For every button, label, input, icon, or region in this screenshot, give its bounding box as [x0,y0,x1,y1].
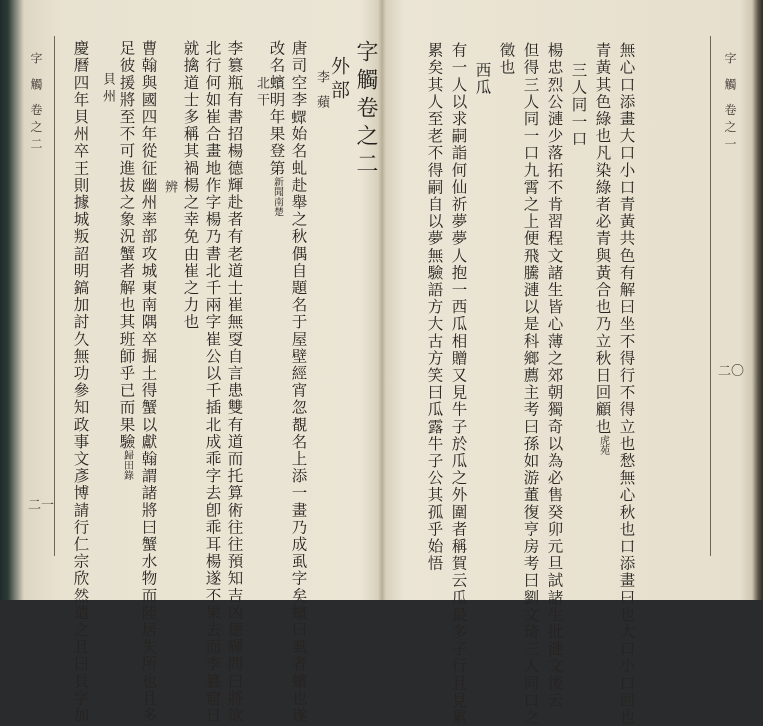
section-heading: 外部 [328,56,350,104]
right-text-col-3: 三人同一口 [569,62,588,148]
left-text-col-6: 曹翰與國四年從征幽州率部攻城東南隅卒掘土得蟹以獻翰謂諸將曰蟹水物而陸居失所也且多 [139,40,158,724]
chapter-title: 字觸卷之二 [353,40,378,180]
right-text-col-2 [594,42,610,455]
right-text-col-4: 楊忠烈公漣少落拓不肯習程文諸生皆心薄之郊朝獨奇以為必售癸卯元旦試諸生批漣文後云 [545,42,564,709]
left-subheading-li-kui: 李 蘋 [314,70,329,113]
left-text-col-1: 唐司空李𧑄始名虬赴舉之秋偶自題名于屋壁經宵忽覩名上添一畫乃成虱字矣蠙曰虱者蠙也遂 [289,40,308,724]
left-text-col-7 [118,40,134,480]
right-text-col-6: 徵也 [497,42,516,77]
left-folio: 二一 [28,498,55,513]
right-text-col-9: 累矣其人至老不得嗣自以夢無驗語方大古方笑曰瓜露牛子公其孤乎始悟 [425,42,444,573]
left-text-col-5: 就擒道士多稱其禍楊之幸免由崔之力也 [181,40,200,331]
right-text-col-8: 有一人以求嗣詣何仙祈夢夢人抱一西瓜相贈又見牛子於瓜之外圍者稱賀云瓜最多子行且見累 [449,42,468,726]
left-page-rule [54,36,55,556]
left-text-col-2 [268,40,284,217]
left-text-col-7-note: 歸田錄 [121,450,133,481]
right-text-col-7: 西瓜 [473,62,492,97]
right-text-col-2-note: 虎苑 [597,435,609,456]
left-text-col-4: 北行何如崔合畫地作字楊乃書北千兩字崔公以千插北成乖字去卽乖耳楊遂不果去而李篡窟日 [203,40,222,724]
left-text-col-3: 李篡瓶有書招楊德輝赴者有老道士崔無㪅自言患雙有道而托算術往往預知吉凶德輝問曰將欲 [225,40,244,724]
right-running-header: 字 觸 卷之一 [723,52,737,155]
right-text-col-1: 無心口添畫大口小口青黃共色有解曰坐不得行不得立也愁無心秋也口添畫曰也大口小口回也 [617,42,636,726]
left-text-col-8: 慶曆四年貝州卒王則據城叛詔明鎬加討久無功參知政事文彥博請行仁宗欣然遣之且曰貝字加 [71,40,90,724]
left-subheading-bei-gan: 北干 [254,76,269,110]
right-folio: 二〇 [718,364,745,379]
right-page [382,0,763,726]
left-subheading-bian: 辨 [162,180,177,197]
left-running-header: 字 觸 卷之二 [29,52,43,155]
left-text-col-2-main: 改名蠙明年果登第 [267,40,286,177]
left-text-col-2-note: 新聞南楚 [271,176,283,217]
right-text-col-2-main: 青黃其色綠也凡染綠者必青與黃合也乃立秋日回顧也 [593,42,612,436]
left-subheading-bei-zhou: 貝州 [100,72,115,106]
right-page-rule [710,36,711,556]
left-text-col-7-main: 足彼援將至不可進拔之象況蟹者解也其班師乎已而果驗 [117,40,136,451]
right-text-col-5: 但得三人同一口九霄之上便飛騰漣以是科鄉薦主考曰孫如游董復亨房考曰劉文琦三人同口之 [521,42,540,726]
left-page [0,0,382,724]
